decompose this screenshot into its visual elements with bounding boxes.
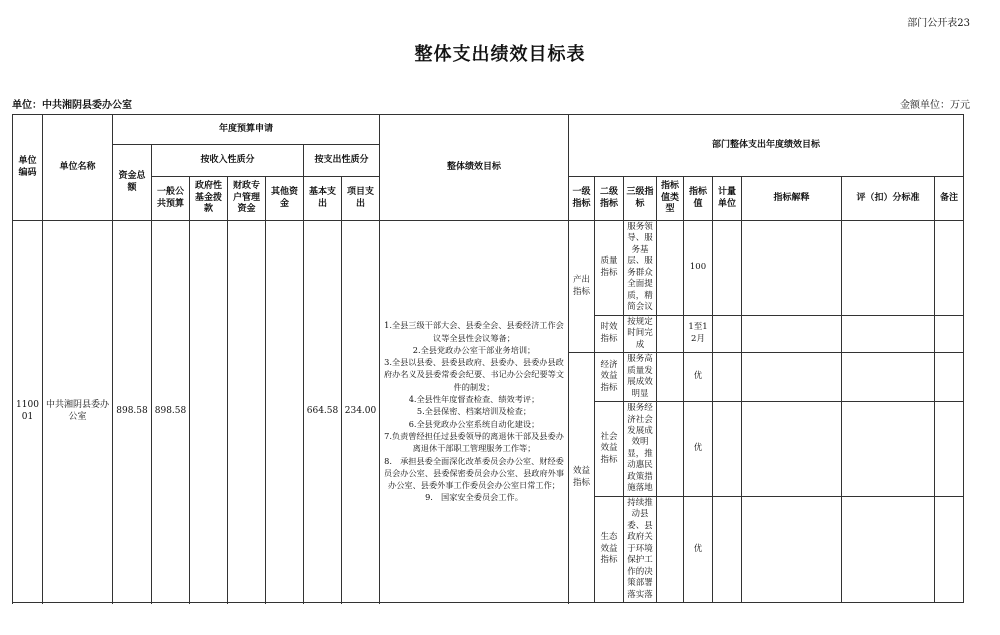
- cell-level2: 质量指标: [595, 221, 624, 316]
- cell-level3: 服务高质量发展成效明显: [624, 353, 657, 402]
- header-unit-code: 单位编码: [13, 115, 43, 221]
- header-value-type: 指标值类型: [657, 177, 684, 221]
- cell-remarks: [935, 402, 964, 497]
- cell-level2: 时效指标: [595, 315, 624, 352]
- cell-measure-unit: [713, 315, 742, 352]
- cell-measure-unit: [713, 496, 742, 602]
- cell-level2: 社会效益指标: [595, 402, 624, 497]
- cell-explanation: [742, 315, 842, 352]
- header-project-expense: 项目支出: [342, 177, 380, 221]
- unit-label: 单位：中共湘阴县委办公室: [12, 100, 132, 111]
- header-overall-goal: 整体绩效目标: [380, 115, 569, 221]
- cell-scoring: [842, 353, 935, 402]
- cell-value-type: [657, 221, 684, 316]
- cell-level3: 服务经济社会发展成效明显，推动惠民政策措施落地: [624, 402, 657, 497]
- header-dept-target: 部门整体支出年度绩效目标: [569, 115, 964, 177]
- header-total-funds: 资金总额: [113, 145, 152, 221]
- cell-scoring: [842, 402, 935, 497]
- cell-level3: 持续推动县委、县政府关于环境保护工作的决策部署落实落: [624, 496, 657, 602]
- cell-explanation: [742, 402, 842, 497]
- cell-total-funds: 898.58: [113, 221, 152, 603]
- header-explanation: 指标解释: [742, 177, 842, 221]
- header-level2: 二级指标: [595, 177, 624, 221]
- cell-fiscal-special: [228, 221, 266, 603]
- cell-basic-expense: 664.58: [304, 221, 342, 603]
- cell-value-type: [657, 496, 684, 602]
- cell-measure-unit: [713, 353, 742, 402]
- cell-level2: 经济效益指标: [595, 353, 624, 402]
- page-title: 整体支出绩效目标表: [414, 44, 586, 65]
- performance-target-table: [12, 114, 964, 603]
- header-annual-budget: 年度预算申请: [113, 115, 380, 145]
- amount-unit: 金额单位：万元: [900, 100, 970, 111]
- header-gov-fund: 政府性基金拨款: [190, 177, 228, 221]
- cell-remarks: [935, 353, 964, 402]
- cell-effect-indicator: 效益指标: [569, 353, 595, 603]
- cell-explanation: [742, 221, 842, 316]
- cell-remarks: [935, 315, 964, 352]
- header-by-income: 按收入性质分: [152, 145, 304, 177]
- cell-overall-goal: 1.全县三级干部大会、县委全会、县委经济工作会议等全县性会议筹备； 2.全县党政办公室干部业务培训； 3.全县以县委、县委县政府、县委办、县委办县政府办名义及县委常委会纪要、书记办公会纪要等文件的制发； 4.全县性年度督查检查、绩效考评； 5.全县保密、档案培训及检查； 6.全县党政办公室系统自动化建设； 7.负责曾经担任过县委领导的离退休干部及县委办离退休干部职工管理服务工作等； 8. 承担县委全面深化改革委员会办公室、财经委员会办公室、县委保密委员会办公室、县政府外事办公室、县委外事工作委员会办公室日常工作； 9. 国家安全委员会工作。: [380, 221, 569, 603]
- header-remarks: 备注: [935, 177, 964, 221]
- cell-scoring: [842, 221, 935, 316]
- cell-remarks: [935, 221, 964, 316]
- cell-value-type: [657, 315, 684, 352]
- cell-scoring: [842, 315, 935, 352]
- cell-general-budget: 898.58: [152, 221, 190, 603]
- cell-indicator-value: 优: [684, 353, 713, 402]
- cell-unit-name: 中共湘阴县委办公室: [43, 221, 113, 603]
- cell-scoring: [842, 496, 935, 602]
- header-basic-expense: 基本支出: [304, 177, 342, 221]
- header-other-funds: 其他资金: [266, 177, 304, 221]
- cell-indicator-value: 优: [684, 496, 713, 602]
- cell-level3: 按规定时间完成: [624, 315, 657, 352]
- cell-level3: 服务领导、服务基层、服务群众全面提质，精简会议: [624, 221, 657, 316]
- header-unit-name: 单位名称: [43, 115, 113, 221]
- header-by-expense: 按支出性质分: [304, 145, 380, 177]
- cell-value-type: [657, 353, 684, 402]
- cell-measure-unit: [713, 402, 742, 497]
- form-code: 部门公开表23: [907, 18, 970, 29]
- cell-project-expense: 234.00: [342, 221, 380, 603]
- cell-output-indicator: 产出指标: [569, 221, 595, 353]
- cell-gov-fund: [190, 221, 228, 603]
- header-scoring: 评（扣）分标准: [842, 177, 935, 221]
- header-general-budget: 一般公共预算: [152, 177, 190, 221]
- header-measure-unit: 计量单位: [713, 177, 742, 221]
- header-level1: 一级指标: [569, 177, 595, 221]
- cell-explanation: [742, 496, 842, 602]
- cell-remarks: [935, 496, 964, 602]
- cell-measure-unit: [713, 221, 742, 316]
- cell-indicator-value: 优: [684, 402, 713, 497]
- header-indicator-value: 指标值: [684, 177, 713, 221]
- cell-level2: 生态效益指标: [595, 496, 624, 602]
- cell-value-type: [657, 402, 684, 497]
- header-level3: 三级指标: [624, 177, 657, 221]
- cell-other-funds: [266, 221, 304, 603]
- header-fiscal-special: 财政专户管理资金: [228, 177, 266, 221]
- cell-explanation: [742, 353, 842, 402]
- cell-indicator-value: 1至12月: [684, 315, 713, 352]
- cell-unit-code: 110001: [13, 221, 43, 603]
- cell-indicator-value: 100: [684, 221, 713, 316]
